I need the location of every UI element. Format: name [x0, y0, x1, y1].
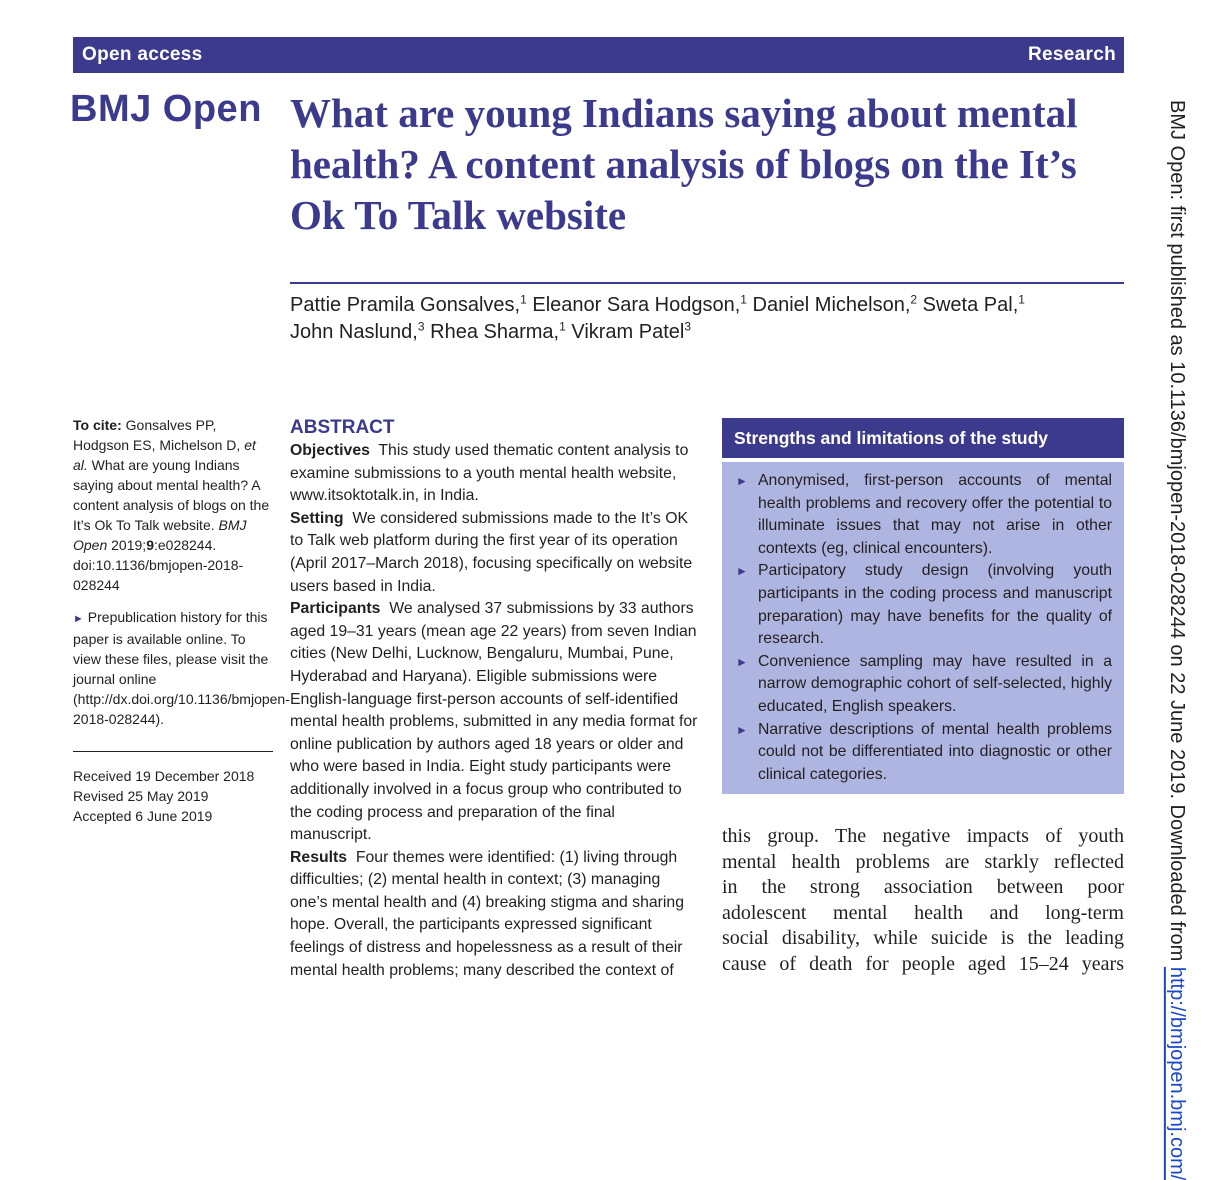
abstract-objectives: Objectives This study used thematic content analysis to examine submissions to a youth mental health website, www.itsoktotalk.in, in India. — [290, 442, 689, 505]
abstract — [290, 415, 700, 982]
journal-logo: BMJ Open — [70, 88, 262, 130]
journal-header-bar — [73, 37, 1124, 73]
title-divider — [290, 282, 1124, 284]
abstract-participants: Participants We analysed 37 submissions by 33 authors aged 19–31 years (mean age 22 years) from seven Indian cities (New Delhi, Lucknow, Bengaluru, Mumbai, Pune, Hyderabad and Haryana). Eligible submissions were English-language first-person accounts of self-identified mental health problems, submitted in any media format for online publication by authors aged 18 years or older and who were based in India. Eight study participants were additionally involved in a focus group who contributed to the coding process and preparation of the final manuscript. — [290, 600, 698, 844]
citation: To cite: Gonsalves PP, Hodgson ES, Michelson D, et al. What are young Indians saying about mental health? A content analysis of blogs on the It’s Ok To Talk website. BMJ Open 2019;9:e028244. doi:10.1136/bmjopen-2018-028244 — [73, 417, 270, 593]
triangle-bullet-icon: ► — [736, 474, 748, 488]
body-line: adolescent mental health and long-term — [722, 901, 1124, 924]
author: Pattie Pramila Gonsalves,$^1$ — [290, 292, 527, 316]
body-text — [722, 824, 1124, 977]
history-dates — [73, 751, 273, 826]
open-access-label: Open access — [82, 44, 203, 65]
strengths-limitations-box — [722, 418, 1124, 794]
body-line: this group. The negative impacts of youth — [722, 825, 1124, 847]
list-item: ► Convenience sampling may have resulted in a narrow demographic cohort of self-selected, highly educated, English speakers. — [736, 651, 1112, 719]
publication-notice-text: BMJ Open: first published as 10.1136/bmjopen-2018-028244 on 22 June 2019. Downloaded from — [1166, 100, 1188, 967]
section-label: Research — [1028, 44, 1116, 65]
triangle-bullet-icon: ► — [736, 564, 748, 579]
author: Daniel Michelson,$^2$ — [752, 292, 918, 316]
article-title: What are young Indians saying about mental health? A content analysis of blogs on the It’s Ok To Talk website — [290, 90, 1078, 238]
download-link[interactable]: http://bmjopen.bmj.com/ — [1166, 966, 1188, 1180]
abstract-heading: ABSTRACT — [290, 417, 395, 438]
received-date: Received 19 December 2018 — [73, 768, 255, 784]
revised-date: Revised 25 May 2019 — [73, 788, 209, 804]
strengths-heading: Strengths and limitations of the study — [722, 418, 1124, 458]
side-publication-notice — [1165, 100, 1205, 1180]
body-line: mental health problems are starkly reflected — [722, 850, 1124, 873]
body-line: cause of death for people aged 15–24 years — [722, 952, 1124, 975]
abstract-results: Results Four themes were identified: (1) living through difficulties; (2) mental health in context; (3) managing one’s mental health and (4) breaking stigma and sharing hope. Overall, the participants expressed significant feelings of distress and hopelessness as a result of their mental health problems; many described the context of — [290, 848, 684, 979]
sidebar — [73, 415, 290, 826]
prepublication-note: ► Prepublication history for this paper is available online. To view these files, please visit the journal online (http://dx.doi.org/10.1136/bmjopen-2018-028244). — [73, 609, 290, 727]
author: Eleanor Sara Hodgson,$^1$ — [532, 292, 747, 316]
body-line: in the strong association between poor — [722, 876, 1124, 898]
abstract-setting: Setting We considered submissions made to the It’s OK to Talk web platform during the first year of its operation (April 2017–March 2018), focusing specifically on website users based in India. — [290, 509, 693, 595]
triangle-bullet-icon: ► — [736, 654, 748, 669]
author: Rhea Sharma,$^1$ — [430, 319, 566, 343]
author-list — [290, 292, 1130, 346]
author: Vikram Patel$^3$ — [571, 319, 692, 343]
author: Sweta Pal,$^1$ — [922, 292, 1025, 316]
author: John Naslund,$^3$ — [290, 319, 425, 343]
body-line: social disability, while suicide is the leading — [722, 927, 1124, 949]
triangle-bullet-icon: ► — [73, 613, 84, 625]
list-item: ► Participatory study design (involving youth participants in the coding process and manuscript preparation) may have benefits for the quality of research. — [736, 560, 1112, 650]
strengths-list — [722, 462, 1124, 794]
list-item: ► Narrative descriptions of mental health problems could not be differentiated into diagnostic or other clinical categories. — [736, 719, 1112, 787]
triangle-bullet-icon: ► — [736, 722, 748, 737]
accepted-date: Accepted 6 June 2019 — [73, 808, 213, 824]
list-item: ► Anonymised, first-person accounts of mental health problems and recovery offer the potential to illuminate issues that may not arise in other contexts (eg, clinical encounters). — [736, 470, 1112, 560]
